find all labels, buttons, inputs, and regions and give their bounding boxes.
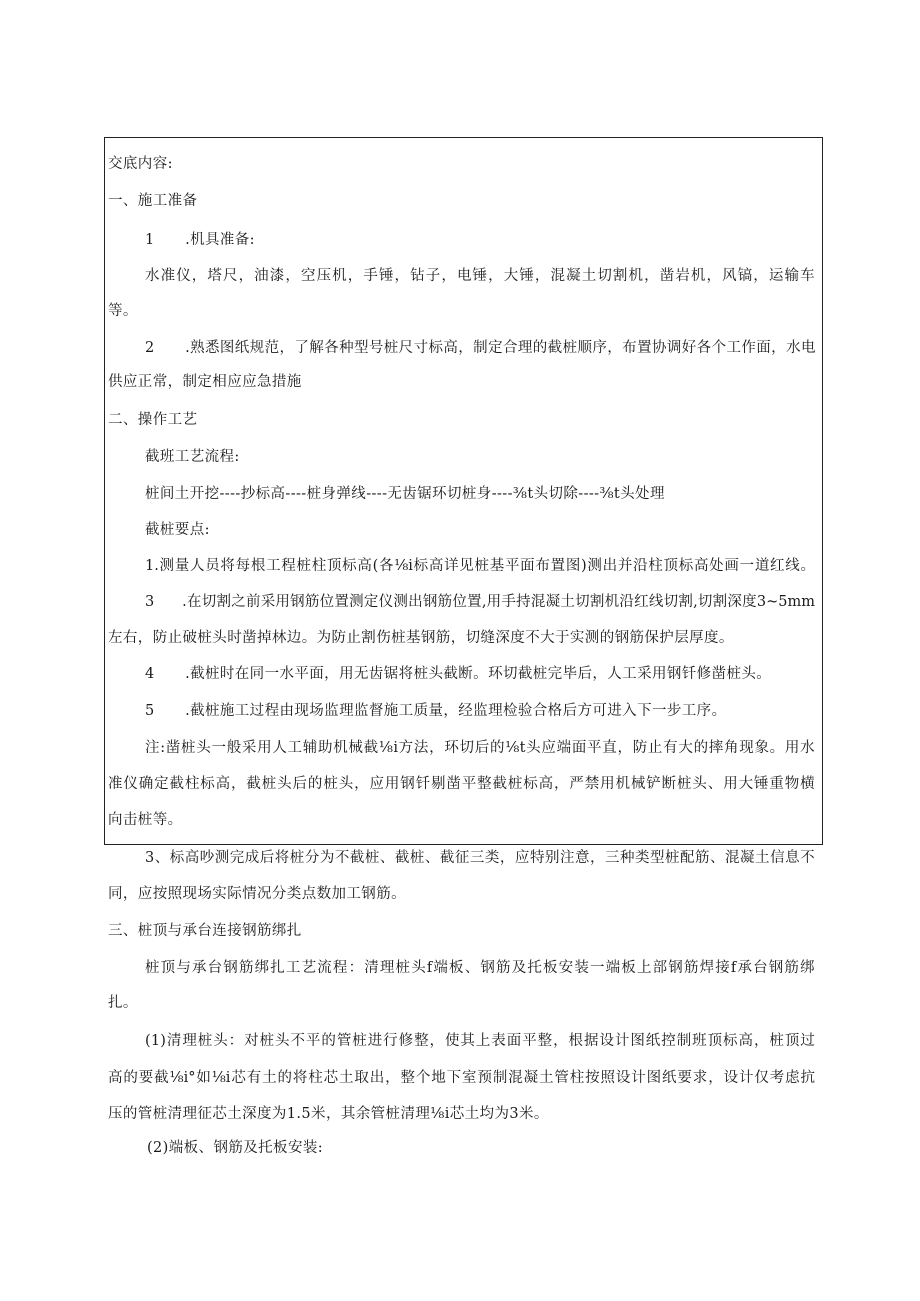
point-3b-line2: 同，应按照现场实际情况分类点数加工钢筋。	[108, 886, 406, 902]
point-3-line2: 左右，防止破桩头时凿掉林边。为防止割伤桩基钢筋，切缝深度不大于实测的钢筋保护层厚度。	[108, 630, 734, 646]
points-label: 截桩要点:	[145, 522, 210, 538]
item-drawings-line2: 供应正常，制定相应应急措施	[108, 374, 302, 390]
clean-pile-line3: 压的管桩清理征芯土深度为1.5米，其余管桩清理⅛i芯土均为3米。	[108, 1106, 549, 1122]
note-line2: 准仪确定截柱标高，截桩头后的桩头，应用钢钎剔凿平整截桩标高，严禁用机械铲断桩头、用大锤重物横	[108, 776, 815, 792]
point-3b-line1: 3、标高吵测完成后将桩分为不截桩、截桩、截征三类，应特别注意，三种类型桩配筋、混凝土信息不	[145, 850, 815, 866]
item-drawings-line1: 2 .熟悉图纸规范，了解各种型号桩尺寸标高，制定合理的截桩顺序，布置协调好各个工作面，水电	[145, 340, 816, 356]
section-title-process: 二、操作工艺	[108, 412, 198, 428]
item-tools-title: 1 .机具准备:	[145, 232, 255, 248]
point-1: 1.测量人员将每根工程桩柱顶标高(各⅛i标高详见桩基平面布置图)测出并沿柱顶标高处画一道红线。	[145, 558, 815, 574]
section-title-prep: 一、施工准备	[108, 193, 198, 209]
note-line3: 向击桩等。	[108, 812, 183, 828]
section-heading: 交底内容:	[108, 156, 173, 172]
tools-list-line2: 等。	[108, 303, 138, 319]
process-flow: 桩间土开挖----抄标高----桩身弹线----无齿锯环切桩身----⅜t头切除----⅜t头处理	[145, 486, 665, 502]
clean-pile-line1: (1)清理桩头：对桩头不平的管桩进行修整，使其上表面平整，根据设计图纸控制班顶标高，桩顶过	[145, 1033, 815, 1049]
flow-label: 截班工艺流程:	[145, 449, 240, 465]
note-line1: 注:凿桩头一般采用人工辅助机械截⅛i方法，环切后的⅛t头应端面平直，防止有大的摔角现象。用水	[145, 740, 815, 756]
clean-pile-line2: 高的要截⅛i°如⅛i芯有土的将柱芯土取出，整个地下室预制混凝土管柱按照设计图纸要求，设计仅考虑抗	[108, 1070, 815, 1086]
tools-list-line1: 水准仪，塔尺，油漆，空压机，手锤，钻子，电锤，大锤，混凝土切割机，凿岩机，风镐，运输车	[145, 268, 815, 284]
point-4: 4 .截桩时在同一水平面，用无齿锯将桩头截断。环切截桩完毕后，人工采用钢钎修凿桩头。	[145, 666, 772, 682]
point-5: 5 .截桩施工过程由现场监理监督施工质量，经监理检验合格后方可进入下一步工序。	[145, 703, 727, 719]
section-title-binding: 三、桩顶与承台连接钢筋绑扎	[108, 923, 302, 939]
point-3-line1: 3 .在切割之前采用钢筋位置测定仪测出钢筋位置,用手持混凝土切割机沿红线切割,切割深度3~5mm	[145, 594, 815, 610]
binding-flow-line1: 桩顶与承台钢筋绑扎工艺流程：清理桩头f端板、钢筋及托板安装一端板上部钢筋焊接f承台钢筋绑	[145, 960, 815, 976]
binding-flow-line2: 扎。	[108, 995, 138, 1011]
end-plate-heading: (2)端板、钢筋及托板安装:	[147, 1140, 324, 1156]
